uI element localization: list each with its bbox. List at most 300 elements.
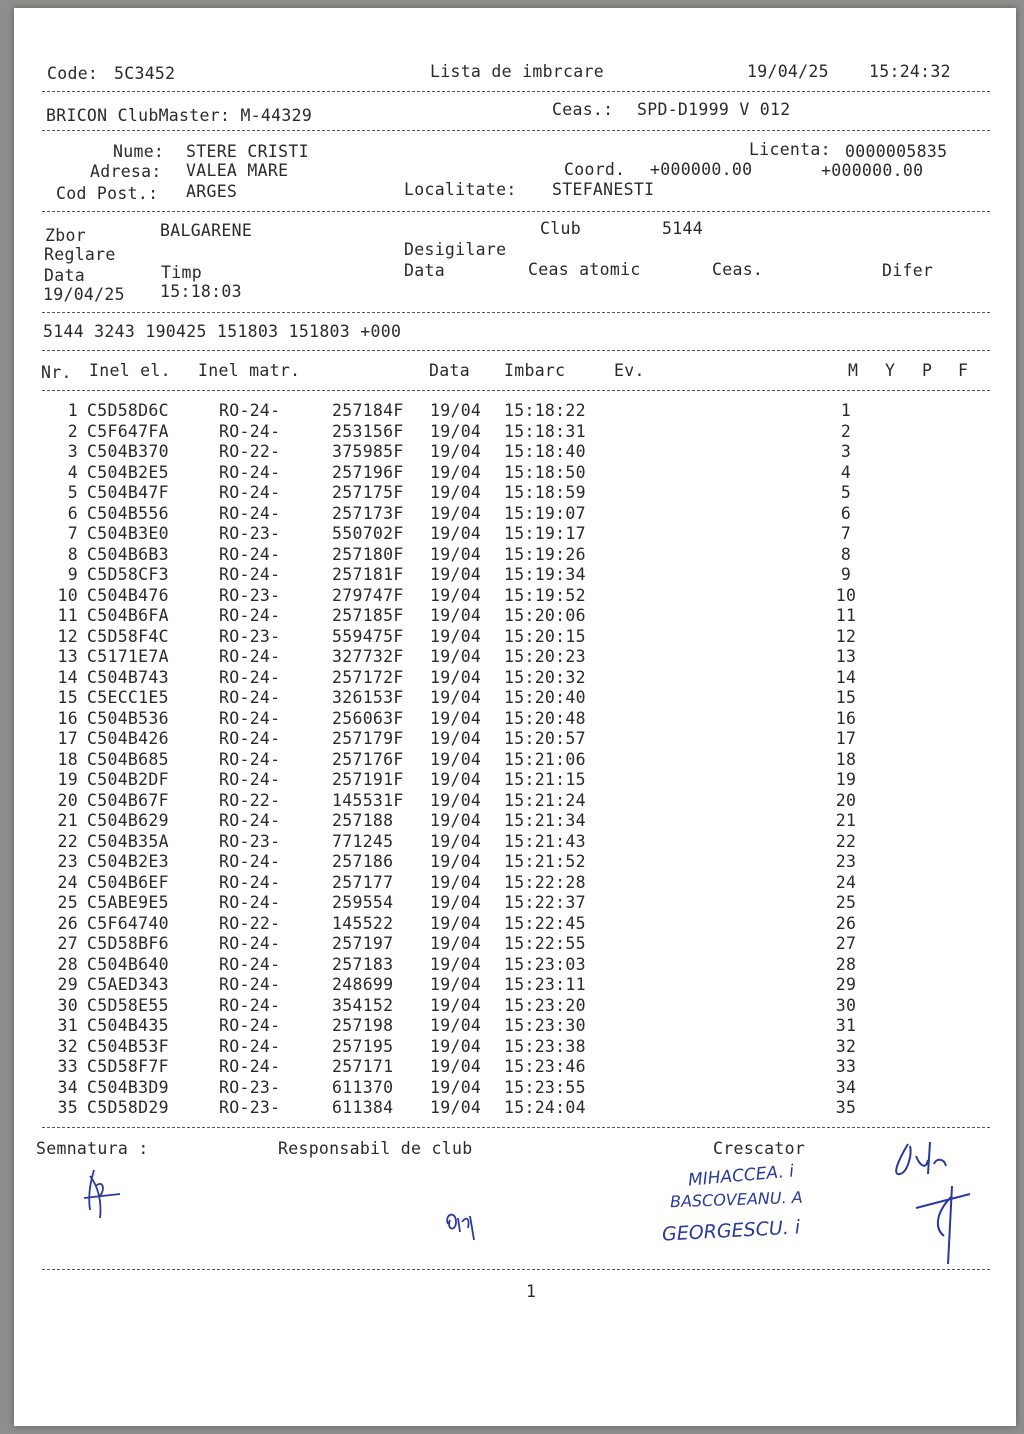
address-value: VALEA MARE (186, 161, 289, 180)
row-ring-series: RO-24- (219, 688, 281, 707)
row-ring-series: RO-23- (219, 524, 281, 543)
row-ring-series: RO-24- (219, 667, 281, 687)
code-value: 5C3452 (114, 64, 176, 83)
row-ring-number: 559475F (332, 626, 404, 646)
row-ring-series: RO-24- (219, 872, 281, 892)
table-row (14, 832, 1016, 853)
row-time: 15:19:26 (504, 544, 586, 564)
data2-label: Data (404, 261, 445, 280)
table-row (14, 442, 1016, 463)
row-ring-el: C504B743 (87, 667, 169, 687)
row-ring-series: RO-23- (219, 585, 281, 605)
coord-y: +000000.00 (821, 161, 924, 180)
row-ring-number: 145522 (332, 913, 394, 933)
col-f: F (958, 361, 969, 380)
row-ring-el: C5D58BF6 (87, 934, 169, 953)
table-row (14, 729, 1016, 750)
row-rank: 6 (840, 503, 852, 523)
row-rank: 10 (835, 585, 857, 605)
row-time: 15:21:43 (504, 831, 586, 851)
row-ring-series: RO-24- (219, 729, 281, 748)
row-ring-el: C504B2E5 (87, 462, 169, 482)
table-row (14, 873, 1016, 894)
row-time: 15:22:45 (504, 913, 586, 933)
col-y: Y (885, 361, 896, 380)
row-time: 15:24:04 (504, 1098, 586, 1117)
breeder-name-1: MIHACCEA. i (687, 1161, 795, 1191)
row-nr: 17 (57, 729, 78, 748)
data-label: Data (44, 266, 85, 285)
row-time: 15:18:50 (504, 462, 586, 482)
desigilare-label: Desigilare (404, 240, 507, 259)
table-row (14, 852, 1016, 873)
row-date: 19/04 (430, 1077, 482, 1097)
row-rank: 3 (840, 442, 852, 461)
license-value: 0000005835 (845, 142, 948, 161)
divider (42, 91, 990, 92)
row-nr: 18 (57, 749, 78, 769)
row-ring-series: RO-24- (219, 811, 281, 830)
row-ring-number: 326153F (332, 688, 404, 707)
table-row (14, 770, 1016, 791)
row-nr: 15 (57, 688, 78, 707)
row-ring-number: 257176F (332, 749, 404, 769)
row-time: 15:21:34 (504, 811, 586, 830)
row-date: 19/04 (430, 647, 482, 666)
row-ring-number: 257171 (332, 1057, 394, 1076)
row-nr: 13 (57, 647, 78, 666)
row-time: 15:23:11 (504, 975, 586, 994)
row-date: 19/04 (430, 934, 482, 953)
row-nr: 22 (57, 831, 78, 851)
row-date: 19/04 (430, 954, 482, 974)
row-nr: 26 (57, 913, 78, 933)
row-ring-el: C504B685 (87, 749, 169, 769)
row-date: 19/04 (430, 790, 482, 810)
row-ring-el: C504B6B3 (87, 544, 169, 564)
row-rank: 5 (840, 483, 852, 502)
row-ring-number: 257177 (332, 872, 394, 892)
row-ring-el: C504B435 (87, 1016, 169, 1035)
row-ring-number: 257191F (332, 770, 404, 789)
row-nr: 29 (57, 975, 78, 994)
row-time: 15:20:40 (504, 688, 586, 707)
row-ring-el: C504B370 (87, 442, 169, 461)
row-time: 15:21:52 (504, 852, 586, 871)
row-date: 19/04 (430, 852, 482, 871)
row-ring-series: RO-24- (219, 975, 281, 994)
row-ring-el: C5D58D29 (87, 1098, 169, 1117)
signature-mark-2 (442, 1206, 482, 1246)
row-ring-el: C504B556 (87, 503, 169, 523)
row-time: 15:22:55 (504, 934, 586, 953)
row-ring-number: 257172F (332, 667, 404, 687)
code-label: Code: (47, 64, 99, 83)
row-rank: 8 (840, 544, 852, 564)
row-time: 15:19:52 (504, 585, 586, 605)
col-imbarc: Imbarc (504, 361, 566, 380)
row-time: 15:20:06 (504, 606, 586, 625)
divider (42, 1127, 990, 1128)
row-ring-el: C504B35A (87, 831, 169, 851)
row-ring-series: RO-23- (219, 1077, 281, 1097)
row-ring-el: C5D58E55 (87, 995, 169, 1015)
row-rank: 32 (835, 1036, 857, 1056)
row-time: 15:23:46 (504, 1057, 586, 1076)
col-nr: Nr. (41, 363, 72, 382)
row-time: 15:23:55 (504, 1077, 586, 1097)
row-ring-el: C5ABE9E5 (87, 893, 169, 912)
row-ring-series: RO-24- (219, 544, 281, 564)
row-ring-number: 611370 (332, 1077, 394, 1097)
reglare-label: Reglare (44, 245, 116, 264)
row-nr: 11 (57, 606, 78, 625)
row-ring-el: C504B3E0 (87, 524, 169, 543)
row-date: 19/04 (430, 667, 482, 687)
row-date: 19/04 (430, 831, 482, 851)
row-ring-el: C5D58F4C (87, 626, 169, 646)
row-time: 15:20:48 (504, 708, 586, 728)
row-ring-series: RO-23- (219, 1098, 281, 1117)
row-time: 15:20:57 (504, 729, 586, 748)
row-date: 19/04 (430, 503, 482, 523)
coord-label: Coord. (564, 160, 626, 179)
row-nr: 5 (67, 483, 78, 502)
row-ring-series: RO-24- (219, 934, 281, 953)
row-date: 19/04 (430, 421, 482, 441)
row-nr: 24 (57, 872, 78, 892)
col-data: Data (429, 361, 470, 380)
club-label: Club (540, 219, 581, 238)
row-nr: 31 (57, 1016, 78, 1035)
row-time: 15:18:59 (504, 483, 586, 502)
row-date: 19/04 (430, 975, 482, 994)
row-ring-number: 253156F (332, 421, 404, 441)
clock-value: SPD-D1999 V 012 (637, 100, 791, 119)
row-ring-el: C5ECC1E5 (87, 688, 169, 707)
table-row (14, 483, 1016, 504)
table-row (14, 975, 1016, 996)
row-rank: 14 (835, 667, 857, 687)
row-ring-series: RO-24- (219, 770, 281, 789)
row-ring-number: 279747F (332, 585, 404, 605)
row-date: 19/04 (430, 811, 482, 830)
document-title: Lista de imbrcare (430, 62, 604, 81)
row-nr: 20 (57, 790, 78, 810)
row-ring-el: C504B640 (87, 954, 169, 974)
row-time: 15:18:31 (504, 421, 586, 441)
row-date: 19/04 (430, 1057, 482, 1076)
row-ring-el: C504B536 (87, 708, 169, 728)
row-time: 15:18:22 (504, 401, 586, 420)
table-row (14, 463, 1016, 484)
row-ring-el: C504B6FA (87, 606, 169, 625)
table-row (14, 504, 1016, 525)
row-ring-el: C5D58F7F (87, 1057, 169, 1076)
breeder-name-2: BASCOVEANU. A (669, 1187, 803, 1212)
row-ring-series: RO-24- (219, 503, 281, 523)
name-label: Nume: (113, 142, 165, 161)
row-ring-number: 257179F (332, 729, 404, 748)
row-date: 19/04 (430, 626, 482, 646)
row-rank: 11 (835, 606, 857, 625)
row-nr: 10 (57, 585, 78, 605)
row-time: 15:18:40 (504, 442, 586, 461)
breeder-name-3: GEORGESCU. i (661, 1216, 801, 1246)
row-ring-number: 375985F (332, 442, 404, 461)
name-value: STERE CRISTI (186, 142, 309, 161)
row-time: 15:22:28 (504, 872, 586, 892)
row-ring-number: 354152 (332, 995, 394, 1015)
row-rank: 27 (835, 934, 857, 953)
difer-label: Difer (882, 261, 934, 280)
row-date: 19/04 (430, 585, 482, 605)
license-label: Licenta: (749, 140, 831, 159)
row-date: 19/04 (430, 749, 482, 769)
row-rank: 20 (835, 790, 857, 810)
row-ring-number: 145531F (332, 790, 404, 810)
col-ring-el: Inel el. (89, 361, 171, 380)
table-row (14, 1037, 1016, 1058)
row-date: 19/04 (430, 401, 482, 420)
coord-x: +000000.00 (650, 160, 753, 179)
row-ring-el: C504B2DF (87, 770, 169, 789)
row-time: 15:23:20 (504, 995, 586, 1015)
row-rank: 25 (835, 893, 857, 912)
row-rank: 28 (835, 954, 857, 974)
row-ring-el: C504B476 (87, 585, 169, 605)
ceas-label: Ceas. (712, 260, 764, 279)
row-nr: 14 (57, 667, 78, 687)
table-row (14, 1098, 1016, 1119)
row-rank: 31 (835, 1016, 857, 1035)
row-ring-series: RO-24- (219, 462, 281, 482)
row-rank: 21 (835, 811, 857, 830)
row-ring-number: 611384 (332, 1098, 394, 1117)
row-nr: 23 (57, 852, 78, 871)
row-nr: 12 (57, 626, 78, 646)
col-ev: Ev. (614, 361, 645, 380)
clock-label: Ceas.: (552, 100, 614, 119)
row-date: 19/04 (430, 462, 482, 482)
row-time: 15:22:37 (504, 893, 586, 912)
row-nr: 27 (57, 934, 78, 953)
table-row (14, 627, 1016, 648)
row-rank: 26 (835, 913, 857, 933)
document-page (14, 8, 1016, 1426)
row-date: 19/04 (430, 995, 482, 1015)
row-time: 15:19:17 (504, 524, 586, 543)
row-nr: 19 (57, 770, 78, 789)
row-ring-series: RO-24- (219, 421, 281, 441)
table-row (14, 750, 1016, 771)
row-rank: 33 (835, 1057, 857, 1076)
row-nr: 16 (57, 708, 78, 728)
postcode-label: Cod Post.: (56, 184, 159, 203)
row-rank: 2 (840, 421, 852, 441)
row-time: 15:19:34 (504, 565, 586, 584)
row-ring-series: RO-24- (219, 749, 281, 769)
row-rank: 30 (835, 995, 857, 1015)
row-nr: 1 (67, 401, 78, 420)
row-nr: 6 (67, 503, 78, 523)
locality-value: STEFANESTI (552, 180, 655, 199)
table-row (14, 934, 1016, 955)
row-ring-number: 257173F (332, 503, 404, 523)
row-ring-el: C504B53F (87, 1036, 169, 1056)
table-row (14, 1016, 1016, 1037)
table-row (14, 791, 1016, 812)
table-row (14, 586, 1016, 607)
col-m: M (848, 361, 859, 380)
row-ring-series: RO-22- (219, 790, 281, 810)
table-row (14, 647, 1016, 668)
row-ring-series: RO-24- (219, 401, 281, 420)
row-date: 19/04 (430, 1016, 482, 1035)
row-nr: 34 (57, 1077, 78, 1097)
row-date: 19/04 (430, 770, 482, 789)
row-date: 19/04 (430, 708, 482, 728)
row-ring-el: C504B3D9 (87, 1077, 169, 1097)
row-nr: 8 (67, 544, 78, 564)
row-ring-el: C504B47F (87, 483, 169, 502)
row-nr: 21 (57, 811, 78, 830)
postcode-value: ARGES (186, 182, 238, 201)
row-ring-series: RO-22- (219, 913, 281, 933)
flight-code-line: 5144 3243 190425 151803 151803 +000 (43, 322, 402, 341)
divider (42, 390, 990, 391)
atomic-label: Ceas atomic (528, 260, 641, 279)
divider (42, 211, 990, 212)
row-ring-number: 257198 (332, 1016, 394, 1035)
row-ring-number: 248699 (332, 975, 394, 994)
row-rank: 18 (835, 749, 857, 769)
row-ring-number: 550702F (332, 524, 404, 543)
row-nr: 7 (67, 524, 78, 543)
divider (42, 350, 990, 351)
row-ring-series: RO-23- (219, 831, 281, 851)
row-rank: 4 (840, 462, 852, 482)
row-rank: 34 (835, 1077, 857, 1097)
table-row (14, 955, 1016, 976)
row-date: 19/04 (430, 872, 482, 892)
row-ring-el: C504B67F (87, 790, 169, 810)
row-time: 15:21:24 (504, 790, 586, 810)
row-date: 19/04 (430, 1036, 482, 1056)
row-date: 19/04 (430, 544, 482, 564)
reglare-date: 19/04/25 (43, 285, 125, 304)
row-rank: 17 (835, 729, 857, 748)
row-rank: 22 (835, 831, 857, 851)
row-rank: 19 (835, 770, 857, 789)
reglare-time: 15:18:03 (160, 282, 242, 301)
row-rank: 15 (835, 688, 857, 707)
system-name: BRICON ClubMaster: M-44329 (46, 106, 313, 125)
table-row (14, 709, 1016, 730)
row-ring-el: C5171E7A (87, 647, 169, 666)
row-time: 15:23:30 (504, 1016, 586, 1035)
row-ring-series: RO-24- (219, 852, 281, 871)
row-rank: 29 (835, 975, 857, 994)
row-ring-el: C5D58CF3 (87, 565, 169, 584)
zbor-value: BALGARENE (160, 221, 253, 240)
row-ring-number: 257195 (332, 1036, 394, 1056)
table-row (14, 688, 1016, 709)
row-date: 19/04 (430, 524, 482, 543)
row-ring-el: C504B6EF (87, 872, 169, 892)
row-ring-el: C5F647FA (87, 421, 169, 441)
address-label: Adresa: (90, 162, 162, 181)
row-ring-number: 257188 (332, 811, 394, 830)
row-ring-number: 256063F (332, 708, 404, 728)
header-time: 15:24:32 (869, 62, 951, 81)
row-ring-series: RO-24- (219, 1057, 281, 1076)
table-row (14, 996, 1016, 1017)
row-ring-number: 257181F (332, 565, 404, 584)
row-ring-number: 257196F (332, 462, 404, 482)
row-nr: 33 (57, 1057, 78, 1076)
signature-label: Semnatura : (36, 1139, 149, 1158)
row-ring-series: RO-24- (219, 1036, 281, 1056)
row-ring-el: C5D58D6C (87, 401, 169, 420)
row-date: 19/04 (430, 606, 482, 625)
row-date: 19/04 (430, 688, 482, 707)
row-rank: 7 (840, 524, 852, 543)
col-ring-matr: Inel matr. (198, 361, 301, 380)
row-time: 15:20:32 (504, 667, 586, 687)
page-number: 1 (526, 1282, 537, 1301)
row-ring-number: 257186 (332, 852, 394, 871)
row-nr: 4 (67, 462, 78, 482)
table-row (14, 565, 1016, 586)
row-nr: 25 (57, 893, 78, 912)
row-ring-series: RO-24- (219, 954, 281, 974)
row-ring-number: 257184F (332, 401, 404, 420)
row-nr: 3 (67, 442, 78, 461)
timp-label: Timp (161, 263, 202, 282)
row-ring-series: RO-24- (219, 565, 281, 584)
locality-label: Localitate: (404, 180, 517, 199)
divider (42, 130, 990, 131)
row-rank: 1 (840, 401, 852, 420)
row-ring-number: 257185F (332, 606, 404, 625)
row-ring-series: RO-24- (219, 995, 281, 1015)
row-date: 19/04 (430, 913, 482, 933)
row-ring-number: 257197 (332, 934, 394, 953)
row-ring-el: C504B2E3 (87, 852, 169, 871)
table-row (14, 1057, 1016, 1078)
row-ring-number: 257180F (332, 544, 404, 564)
row-date: 19/04 (430, 1098, 482, 1117)
row-date: 19/04 (430, 893, 482, 912)
row-nr: 30 (57, 995, 78, 1015)
table-row (14, 422, 1016, 443)
row-ring-number: 257175F (332, 483, 404, 502)
row-ring-number: 327732F (332, 647, 404, 666)
row-rank: 16 (835, 708, 857, 728)
row-rank: 13 (835, 647, 857, 666)
row-ring-el: C504B629 (87, 811, 169, 830)
club-responsible-label: Responsabil de club (278, 1139, 473, 1158)
row-ring-el: C5F64740 (87, 913, 169, 933)
row-time: 15:23:03 (504, 954, 586, 974)
divider (42, 312, 990, 313)
row-time: 15:21:15 (504, 770, 586, 789)
table-row (14, 914, 1016, 935)
row-date: 19/04 (430, 442, 482, 461)
row-ring-series: RO-24- (219, 647, 281, 666)
breeder-label: Crescator (713, 1139, 806, 1158)
